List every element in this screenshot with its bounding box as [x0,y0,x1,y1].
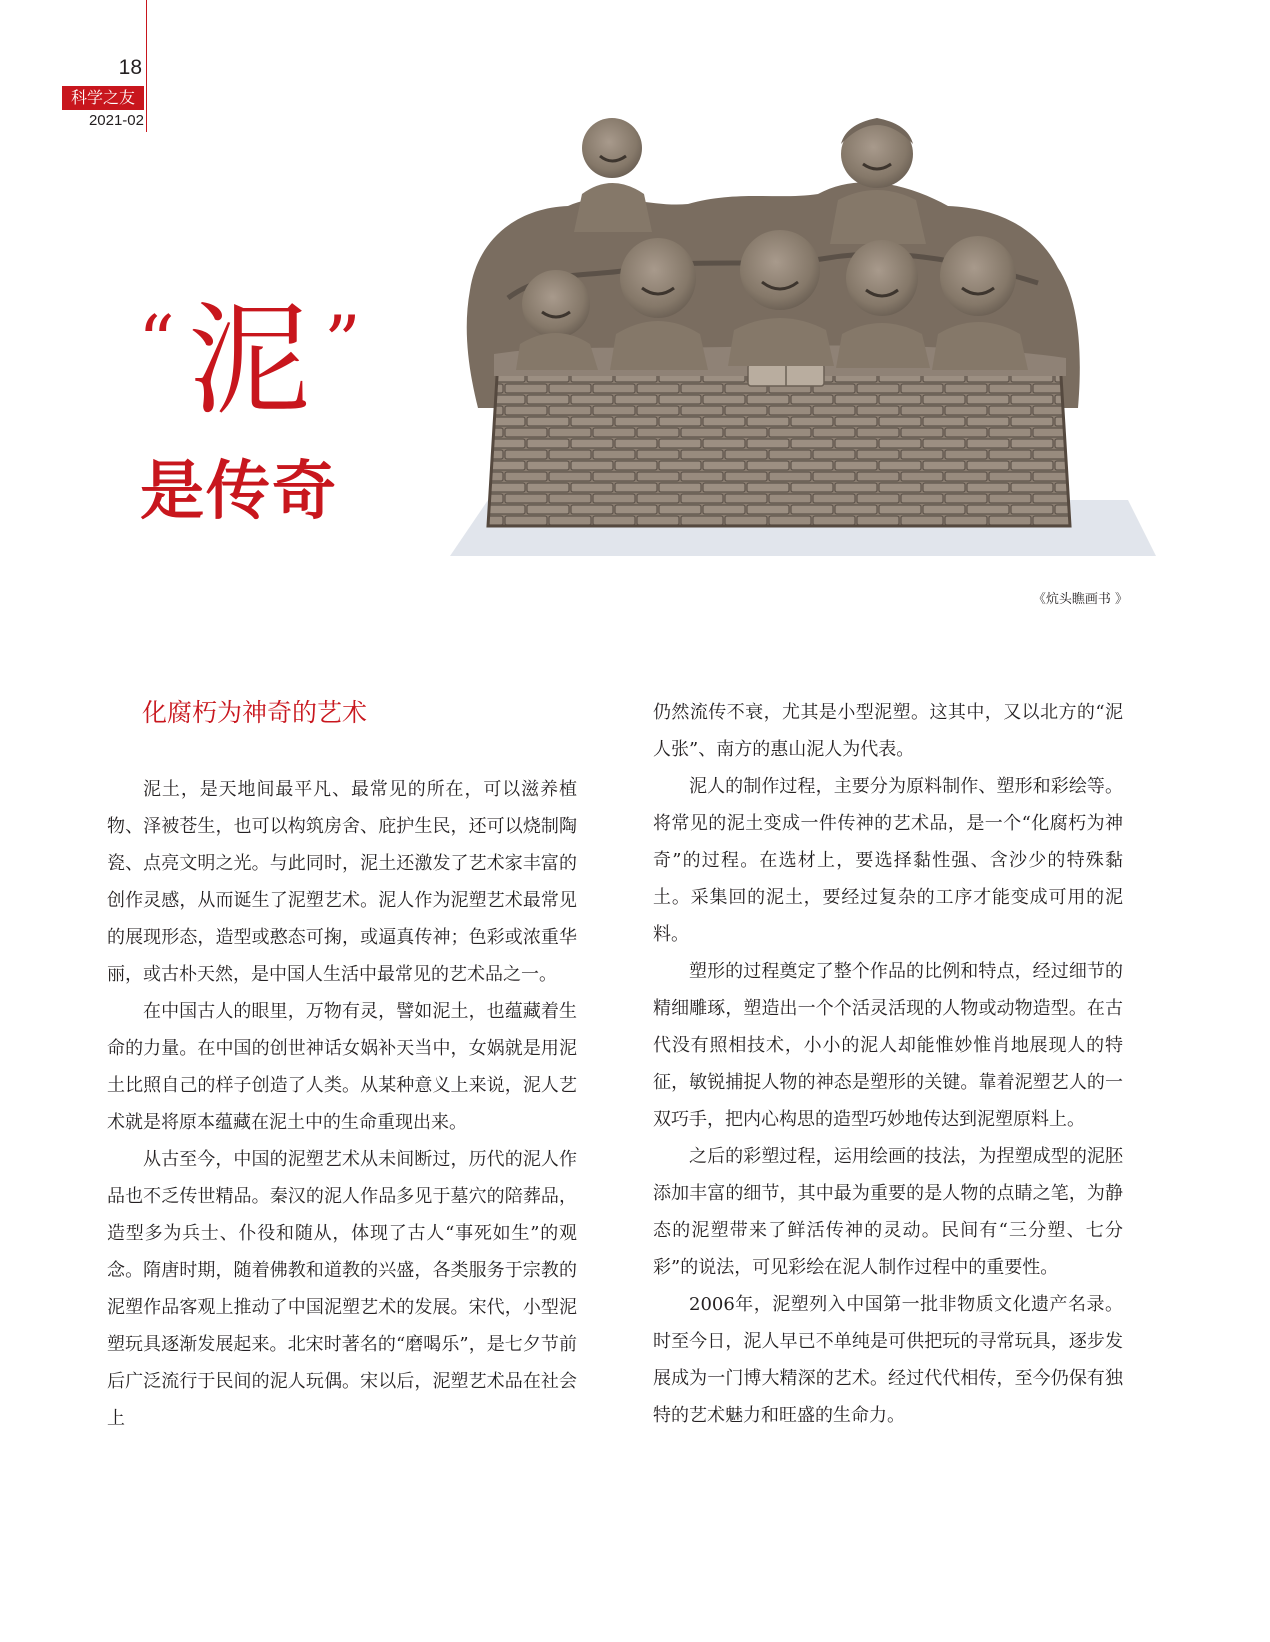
article-subtitle: 是传奇 [140,455,338,529]
paragraph: 塑形的过程奠定了整个作品的比例和特点，经过细节的精细雕琢，塑造出一个个活灵活现的人物或动物造型。在古代没有照相技术，小小的泥人却能惟妙惟肖地展现人的特征，敏锐捕捉人物的神态是塑形的关键。靠着泥塑艺人的一双巧手，把内心构思的造型巧妙地传达到泥塑原料上。 [653,961,1123,1130]
left-text-column [107,771,577,1437]
title-main-character: 泥 [188,290,310,432]
title-close-quote: ” [324,300,361,384]
photo-caption: 《炕头瞧画书 》 [1032,592,1128,607]
magazine-name-badge: 科学之友 [62,86,144,110]
paragraph: 2006年，泥塑列入中国第一批非物质文化遗产名录。时至今日，泥人早已不单纯是可供把玩的寻常玩具，逐步发展成为一门博大精深的艺术。经过代代相传，至今仍保有独特的艺术魅力和旺盛的生命力。 [653,1294,1123,1426]
paragraph: 泥人的制作过程，主要分为原料制作、塑形和彩绘等。将常见的泥土变成一件传神的艺术品，是一个“化腐朽为神奇”的过程。在选材上，要选择黏性强、含沙少的特殊黏土。采集回的泥土，要经过复杂的工序才能变成可用的泥料。 [653,776,1123,945]
header-divider-line [146,0,147,132]
paragraph: 在中国古人的眼里，万物有灵，譬如泥土，也蕴藏着生命的力量。在中国的创世神话女娲补天当中，女娲就是用泥土比照自己的样子创造了人类。从某种意义上来说，泥人艺术就是将原本蕴藏在泥土中的生命重现出来。 [107,1001,577,1133]
title-open-quote: “ [138,300,175,384]
paragraph: 从古至今，中国的泥塑艺术从未间断过，历代的泥人作品也不乏传世精品。秦汉的泥人作品多见于墓穴的陪葬品，造型多为兵士、仆役和随从，体现了古人“事死如生”的观念。隋唐时期，随着佛教和道教的兴盛，各类服务于宗教的泥塑作品客观上推动了中国泥塑艺术的发展。宋代，小型泥塑玩具逐渐发展起来。北宋时著名的“磨喝乐”，是七夕节前后广泛流行于民间的泥人玩偶。宋以后，泥塑艺术品在社会上 [107,1149,577,1429]
issue-date: 2021-02 [88,112,144,129]
paragraph-continued: 仍然流传不衰，尤其是小型泥塑。这其中，又以北方的“泥人张”、南方的惠山泥人为代表。 [653,702,1123,760]
page-number: 18 [118,56,142,79]
paragraph: 之后的彩塑过程，运用绘画的技法，为捏塑成型的泥胚添加丰富的细节，其中最为重要的是人物的点睛之笔，为静态的泥塑带来了鲜活传神的灵动。民间有“三分塑、七分彩”的说法，可见彩绘在泥人制作过程中的重要性。 [653,1146,1123,1278]
section-heading: 化腐朽为神奇的艺术 [142,698,368,727]
right-text-column [653,694,1123,1434]
article-title [138,290,378,450]
clay-sculpture-photo [438,108,1156,580]
paragraph: 泥土，是天地间最平凡、最常见的所在，可以滋养植物、泽被苍生，也可以构筑房舍、庇护生民，还可以烧制陶瓷、点亮文明之光。与此同时，泥土还激发了艺术家丰富的创作灵感，从而诞生了泥塑艺术。泥人作为泥塑艺术最常见的展现形态，造型或憨态可掬，或逼真传神；色彩或浓重华丽，或古朴天然，是中国人生活中最常见的艺术品之一。 [107,779,577,985]
